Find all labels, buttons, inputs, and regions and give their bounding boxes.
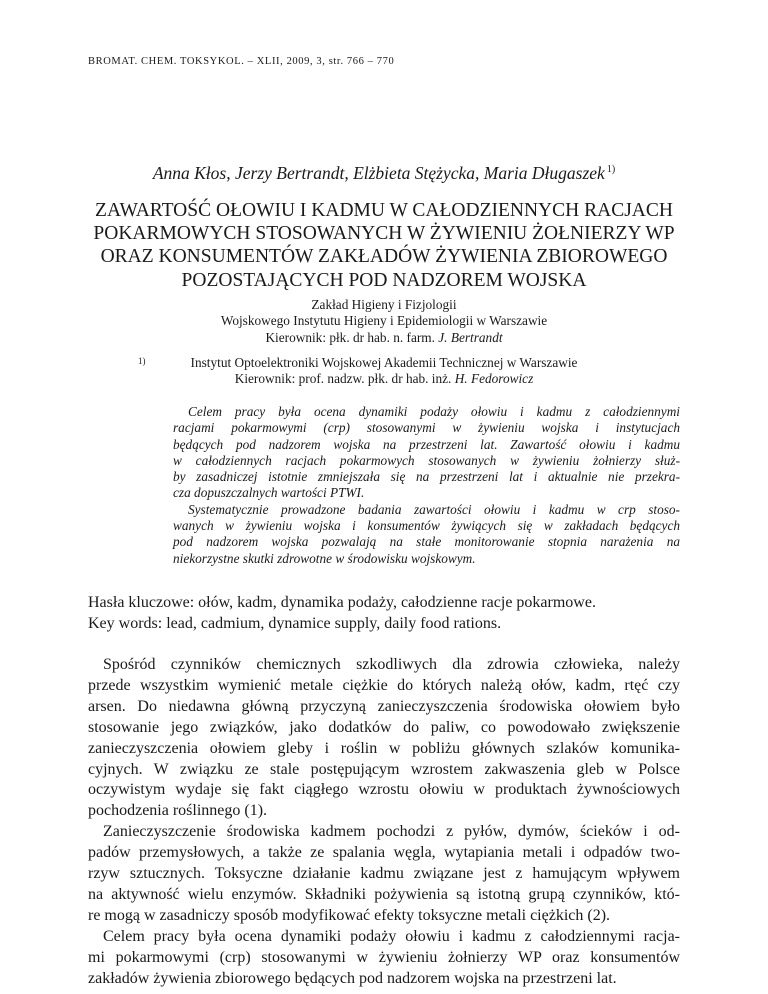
abstract-paragraph-2 [173, 502, 680, 567]
affiliation-2-head [0, 371, 768, 387]
affiliation-2-footnote-mark: 1) [138, 356, 146, 366]
abstract-line: będących pod nadzorem wojska na przestrzeni lat. Zawartość ołowiu i kadmu [173, 436, 680, 452]
keywords-pl: Hasła kluczowe: ołów, kadm, dynamika podaży, całodzienne racje pokarmowe. [88, 594, 596, 611]
affiliation-2-institute: Instytut Optoelektroniki Wojskowej Akademii Technicznej w Warszawie [190, 355, 578, 370]
article-title [60, 199, 708, 292]
keywords-en: Key words: lead, cadmium, dynamice supply, daily food rations. [88, 615, 502, 632]
abstract-line: cza dopuszczalnych wartości PTWI. [173, 485, 365, 501]
body-line: przede wszystkim wymienić metale ciężkie do których należą ołów, kadm, rtęć czy [88, 676, 680, 694]
body-text [88, 655, 680, 990]
abstract [173, 404, 680, 567]
title-line: ZAWARTOŚĆ OŁOWIU I KADMU W CAŁODZIENNYCH RACJACH [95, 200, 673, 221]
title-line: ORAZ KONSUMENTÓW ZAKŁADÓW ŻYWIENIA ZBIOROWEGO [100, 246, 668, 268]
body-line: zakładów żywienia zbiorowego będących pod nadzorem wojska na przestrzeni lat. [88, 969, 617, 987]
body-line: cyjnych. W związku ze stale postępującym wzrostem zakwaszenia gleb w Polsce [88, 760, 680, 778]
authors-footnote-mark: 1) [606, 164, 616, 175]
body-line: rzyw sztucznych. Toksyczne działanie kadmu związane jest z hamującym wpływem [88, 865, 680, 883]
body-line: oczywistym wydaje się fakt ciągłego wzrostu ołowiu w produktach żywnościowych [88, 781, 680, 799]
affiliation-1-institute: Wojskowego Instytutu Higieny i Epidemiologii w Warszawie [220, 313, 548, 329]
abstract-line: pod nadzorem wojska pozwalają na stałe monitorowanie stopnia narażenia na [173, 534, 680, 550]
abstract-line: by zasadniczej istotnie zmniejszała się na przestrzeni lat i aktualnie nie przekra- [173, 469, 680, 485]
affiliation-2-head-title: Kierownik: prof. nadzw. płk. dr hab. inż. [234, 371, 455, 387]
body-line: pochodzenia roślinnego (1). [88, 802, 268, 820]
body-line: Zanieczyszczenie środowiska kadmem pochodzi z pyłów, dymów, ścieków i od- [103, 823, 680, 841]
affiliation-1-head [0, 330, 768, 346]
body-line: na aktywność wielu enzymów. Składniki pożywienia są istotną grupą czynników, któ- [88, 885, 680, 903]
body-line: mi pokarmowymi (crp) stosowanymi w żywieniu żołnierzy WP oraz konsumentów [88, 948, 680, 966]
affiliation-2 [0, 355, 768, 388]
body-line: Spośród czynników chemicznych szkodliwych dla zdrowia człowieka, należy [103, 656, 680, 673]
affiliation-1 [0, 297, 768, 346]
affiliation-1-head-name: J. Bertrandt [438, 329, 503, 345]
affiliation-1-head-title: Kierownik: płk. dr hab. n. farm. [265, 329, 439, 345]
keywords [88, 592, 596, 634]
body-line: padów przemysłowych, a także ze spalania węgla, wytapiania metali i odpadów two- [88, 844, 680, 862]
abstract-line: Celem pracy była ocena dynamiki podaży ołowiu i kadmu z całodziennymi [188, 404, 680, 419]
abstract-line: wanych w żywieniu wojska i konsumentów żywiących się w zakładach będących [173, 518, 680, 534]
author-names: Anna Kłos, Jerzy Bertrandt, Elżbieta Stężycka, Maria Długaszek [152, 163, 605, 183]
body-line: arsen. Do niedawna główną przyczyną zanieczyszczenia środowiska ołowiem było [88, 697, 680, 715]
affiliation-2-head-name: H. Fedorowicz [454, 371, 534, 387]
running-head: BROMAT. CHEM. TOKSYKOL. – XLII, 2009, 3, str. 766 – 770 [88, 56, 395, 67]
body-line: zanieczyszczenia ołowiem gleby i roślin w pobliżu głównych szlaków komunika- [88, 739, 680, 757]
affiliation-1-dept: Zakład Higieny i Fizjologii [311, 297, 457, 312]
title-line: POZOSTAJĄCYCH POD NADZOREM WOJSKA [181, 269, 587, 291]
abstract-line: racjami pokarmowymi (crp) stosowanymi w żywieniu wojska i instytucjach [173, 420, 680, 436]
body-line: Celem pracy była ocena dynamiki podaży ołowiu i kadmu z całodziennymi racja- [103, 927, 680, 945]
body-line: re mogą w zasadniczy sposób modyfikować efekty toksyczne metali ciężkich (2). [88, 906, 611, 924]
body-line: stosowanie jego związków, jako dodatków do paliw, co powodowało zwiększenie [88, 718, 680, 736]
abstract-line: niekorzystne skutki zdrowotne w środowisku wojskowym. [173, 550, 476, 566]
abstract-paragraph-1 [173, 404, 680, 502]
abstract-line: w całodziennych racjach pokarmowych stosowanych w żywieniu żołnierzy służ- [173, 452, 680, 468]
affiliation-2-institute-line [0, 355, 768, 371]
abstract-line: Systematycznie prowadzone badania zawartości ołowiu i kadmu w crp stoso- [188, 501, 680, 517]
title-line: POKARMOWYCH STOSOWANYCH W ŻYWIENIU ŻOŁNIERZY WP [93, 223, 675, 245]
authors-line [0, 163, 768, 184]
